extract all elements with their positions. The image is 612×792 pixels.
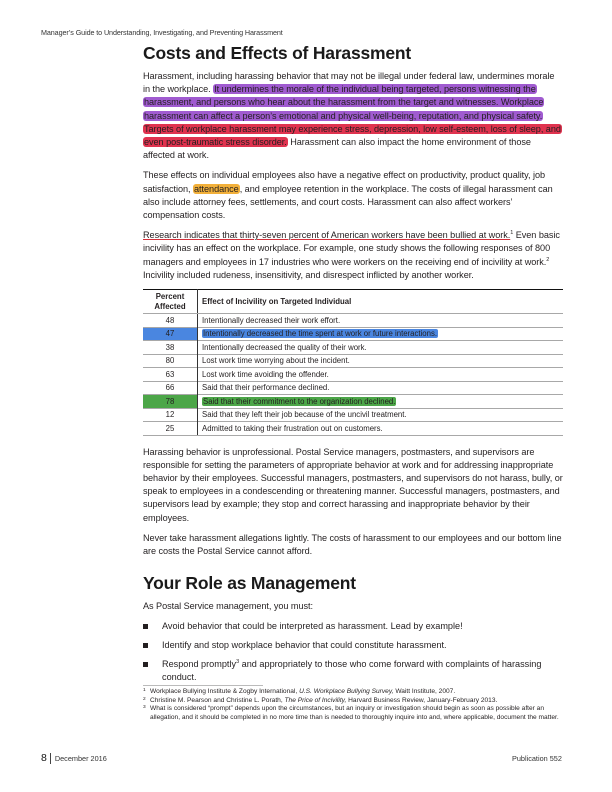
- footer-date: December 2016: [54, 753, 107, 763]
- table-row-highlighted-blue[interactable]: [143, 327, 563, 341]
- highlight-blue[interactable]: Intentionally decreased the time spent at work or future interactions.: [203, 329, 438, 339]
- table-row: [143, 422, 563, 436]
- percent-cell: 63: [143, 368, 198, 382]
- footnote-ref-3[interactable]: 3: [236, 659, 240, 666]
- running-header: Manager’s Guide to Understanding, Investigating, and Preventing Harassment: [41, 28, 283, 37]
- text: , and employee retention in the workplace. The costs of illegal harassment can also include attorney fees, settlements, and court costs. Harassment can also affect workers’ compensation costs.: [143, 183, 553, 221]
- effect-cell: Intentionally decreased the quality of their work.: [198, 341, 564, 355]
- role-bullet-list: [143, 620, 563, 684]
- footnote-1: [143, 688, 568, 697]
- section-title-role: Your Role as Management: [143, 573, 356, 594]
- table-row: [143, 341, 563, 355]
- role-intro: As Postal Service management, you must:: [143, 601, 313, 612]
- effect-cell: Said that they left their job because of the uncivil treatment.: [198, 408, 564, 422]
- table-row: [143, 314, 563, 328]
- effect-cell: Intentionally decreased their work effort.: [198, 314, 564, 328]
- text: These effects on individual employees also have a negative effect on productivity, product quality, job satisfaction,: [143, 170, 546, 194]
- column-header-effect: Effect of Incivility on Targeted Individual: [198, 290, 564, 314]
- page-number: 8: [41, 752, 47, 764]
- text: Harassment can also impact the home environment of those affected at work.: [143, 137, 531, 161]
- footnote-text: Waitt Institute, 2007.: [393, 688, 456, 695]
- table-row: [143, 354, 563, 368]
- footnote-3: [143, 705, 568, 722]
- underline-annotation[interactable]: Research indicates that thirty-seven percent of American workers have been bullied at work.: [143, 230, 511, 241]
- footnote-text: Harvard Business Review, January-February 2013.: [346, 696, 498, 704]
- percent-cell: 48: [143, 314, 198, 328]
- footnote-ref-1[interactable]: 1: [510, 230, 514, 237]
- list-item-text: Identify and stop workplace behavior that could constitute harassment.: [162, 640, 447, 651]
- paragraph-costs-3: [143, 229, 563, 282]
- percent-cell: 66: [143, 381, 198, 395]
- table-body: [143, 314, 563, 436]
- effect-cell: [198, 327, 564, 341]
- highlight-orange[interactable]: attendance: [194, 183, 239, 194]
- square-bullet-icon: [143, 662, 148, 667]
- text: Incivility included rudeness, insensitivity, and disrespect inflicted by another worker.: [143, 269, 474, 280]
- percent-cell: 47: [143, 327, 198, 341]
- paragraph-costs-1: [143, 70, 563, 162]
- footnote-2: [143, 697, 568, 706]
- list-item-text: Avoid behavior that could be interpreted as harassment. Lead by example!: [162, 621, 463, 632]
- list-item: [143, 658, 563, 684]
- percent-cell: 12: [143, 408, 198, 422]
- footnote-text: Christine M. Pearson and Christine L. Porath,: [150, 696, 285, 704]
- page-content: [143, 42, 563, 690]
- footer-left: [41, 752, 107, 764]
- footnote-text: Workplace Bullying Institute & Zogby International,: [150, 688, 300, 695]
- table-row-highlighted-green[interactable]: [143, 395, 563, 409]
- footer-publication: Publication 552: [512, 754, 562, 763]
- table-row: [143, 381, 563, 395]
- paragraph-costs-4: Harassing behavior is unprofessional. Postal Service managers, postmasters, and supervisors are responsible for setting the parameters of appropriate behavior at work and for addressing inappropriate behavior by their employees. Successful managers, postmasters, and supervisors do not harass, bully, or speak to employees in a condescending or threatening manner. Successful managers, postmasters, and supervisors lead by example; they stop and correct harassing and inappropriate behavior by their employees.: [143, 446, 563, 523]
- section-title-costs: Costs and Effects of Harassment: [143, 43, 412, 63]
- effect-cell: Lost work time worrying about the incident.: [198, 354, 564, 368]
- paragraph-costs-2: [143, 169, 563, 222]
- square-bullet-icon: [143, 643, 148, 648]
- effect-cell: Said that their performance declined.: [198, 381, 564, 395]
- list-item-text: and appropriately to those who come forward with complaints of harassing conduct.: [162, 659, 542, 683]
- effect-cell: Admitted to taking their frustration out on customers.: [198, 422, 564, 436]
- percent-cell: 38: [143, 341, 198, 355]
- list-item-text: Respond promptly: [162, 659, 237, 670]
- footnote-number: 3: [143, 705, 146, 711]
- footnote-divider: [143, 685, 263, 686]
- text: Harassment, including harassing behavior that may not be illegal under federal law, undermines morale in the workplace.: [143, 71, 555, 95]
- footnote-title: U.S. Workplace Bullying Survey,: [299, 688, 394, 695]
- highlight-purple[interactable]: It undermines the morale of the individual being targeted, persons witnessing the harassment, and persons who hear about the harassment from the target and witnesses. Workplace harassment can affect a person’s emotional and physical well-being, reputation, and physical safety.: [144, 84, 544, 121]
- footnote-ref-2[interactable]: 2: [546, 256, 550, 263]
- list-item: [143, 620, 563, 633]
- footnote-text: What is considered “prompt” depends upon the circumstances, but an inquiry or investigation should begin as soon as possible after an allegation, and it should be completed in no more time than is needed to thoroughly inquire into and, where applicable, document the matter.: [150, 705, 559, 721]
- list-item: [143, 639, 563, 652]
- footnote-title: The Price of Incivility,: [284, 696, 347, 704]
- effect-cell: [198, 395, 564, 409]
- effect-cell: Lost work time avoiding the offender.: [198, 368, 564, 382]
- incivility-table: [143, 289, 563, 436]
- percent-cell: 78: [143, 395, 198, 409]
- footnote-number: 2: [143, 696, 146, 702]
- percent-cell: 25: [143, 422, 198, 436]
- percent-cell: 80: [143, 354, 198, 368]
- footnotes: [143, 685, 568, 722]
- table-header-row: [143, 290, 563, 314]
- footnote-number: 1: [143, 688, 146, 693]
- highlight-green[interactable]: Said that their commitment to the organization declined.: [203, 396, 396, 406]
- paragraph-costs-5: Never take harassment allegations lightly. The costs of harassment to our employees and our bottom line are costs the Postal Service cannot afford.: [143, 532, 562, 556]
- table-row: [143, 408, 563, 422]
- highlight-red[interactable]: Targets of workplace harassment may experience stress, depression, low self-esteem, loss of sleep, and even post-traumatic stress disorder.: [144, 123, 561, 148]
- square-bullet-icon: [143, 624, 148, 629]
- footer-divider: [50, 753, 51, 764]
- column-header-percent: Percent Affected: [143, 290, 198, 314]
- table-row: [143, 368, 563, 382]
- text: Even basic incivility has an effect on the workplace. For example, one study shows the following responses of 800 managers and employees in 17 industries who were workers on the receiving end of incivility at work.: [143, 230, 560, 267]
